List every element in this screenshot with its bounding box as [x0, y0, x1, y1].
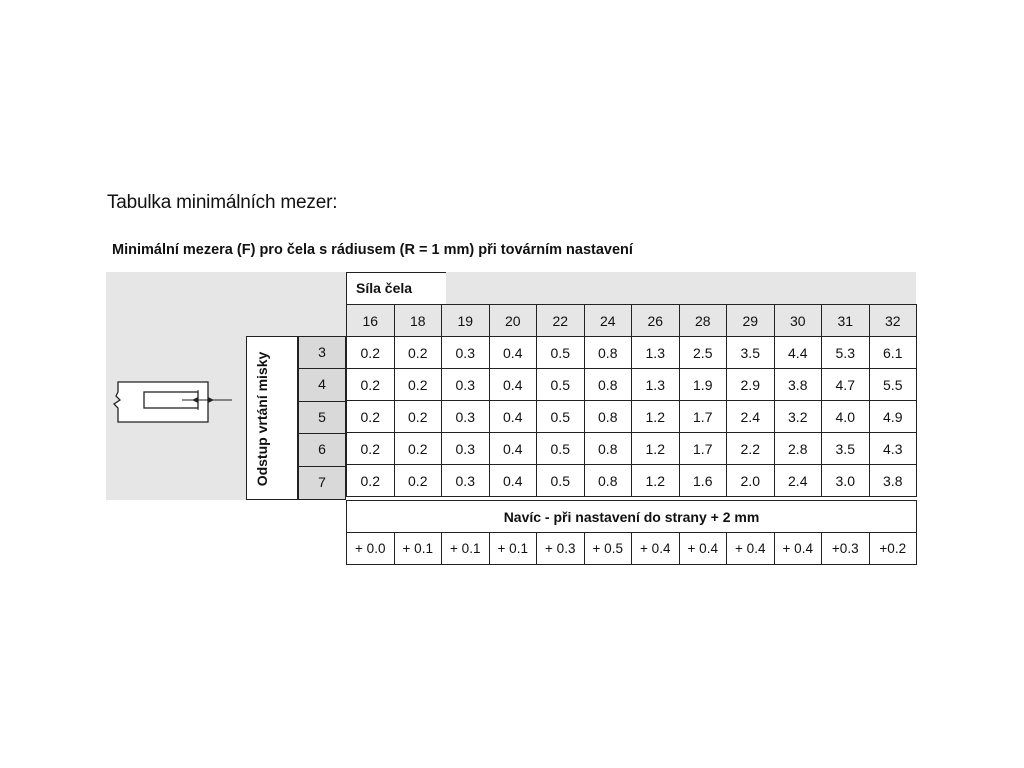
extra-cell: + 0.5: [584, 533, 632, 565]
extra-cell: + 0.1: [442, 533, 490, 565]
table-cell: 2.4: [774, 465, 822, 497]
row-header: 6: [298, 434, 346, 467]
table-cell: 0.3: [442, 465, 490, 497]
column-group-label: Síla čela: [346, 272, 446, 304]
table-cell: 0.4: [489, 433, 537, 465]
table-cell: 1.2: [632, 401, 680, 433]
table-cell: 4.0: [822, 401, 870, 433]
column-header: 32: [869, 305, 917, 337]
table-cell: 4.9: [869, 401, 917, 433]
table-row: [347, 465, 917, 497]
table-cell: 0.5: [537, 465, 585, 497]
table-cell: 0.4: [489, 401, 537, 433]
table-cell: 0.8: [584, 465, 632, 497]
table-cell: 3.2: [774, 401, 822, 433]
table-cell: 0.2: [394, 369, 442, 401]
table-cell: 0.2: [394, 337, 442, 369]
table-cell: 0.2: [394, 401, 442, 433]
extra-cell: + 0.4: [632, 533, 680, 565]
table-cell: 0.5: [537, 337, 585, 369]
table-cell: 0.5: [537, 369, 585, 401]
table-cell: 0.3: [442, 401, 490, 433]
table-cell: 4.3: [869, 433, 917, 465]
row-header: 4: [298, 369, 346, 402]
row-header-column: [298, 336, 346, 500]
column-header: 31: [822, 305, 870, 337]
table-cell: 5.5: [869, 369, 917, 401]
table-cell: 1.2: [632, 433, 680, 465]
column-header: 26: [632, 305, 680, 337]
row-header: 3: [298, 336, 346, 369]
table-cell: 1.9: [679, 369, 727, 401]
column-header: 24: [584, 305, 632, 337]
row-header: 5: [298, 402, 346, 435]
extra-cell: + 0.4: [774, 533, 822, 565]
gap-table: [346, 304, 917, 497]
extra-cell: + 0.3: [537, 533, 585, 565]
table-cell: 5.3: [822, 337, 870, 369]
hinge-cup-diagram-icon: [110, 378, 240, 433]
row-group-label-box: [246, 336, 298, 500]
table-cell: 0.5: [537, 433, 585, 465]
page-title: Tabulka minimálních mezer:: [107, 192, 338, 213]
column-header: 22: [537, 305, 585, 337]
table-cell: 4.4: [774, 337, 822, 369]
extra-cell: + 0.1: [394, 533, 442, 565]
table-cell: 0.3: [442, 369, 490, 401]
column-header: 16: [347, 305, 395, 337]
column-header-row: [347, 305, 917, 337]
table-cell: 0.2: [394, 433, 442, 465]
table-cell: 3.5: [822, 433, 870, 465]
table-row: [347, 433, 917, 465]
table-cell: 0.8: [584, 433, 632, 465]
extra-cell: +0.2: [869, 533, 917, 565]
table-cell: 0.8: [584, 337, 632, 369]
table-cell: 0.8: [584, 369, 632, 401]
extra-cell: +0.3: [822, 533, 870, 565]
column-header: 19: [442, 305, 490, 337]
table-cell: 3.8: [774, 369, 822, 401]
table-cell: 0.8: [584, 401, 632, 433]
column-header: 30: [774, 305, 822, 337]
table-cell: 3.8: [869, 465, 917, 497]
column-header: 28: [679, 305, 727, 337]
table-cell: 2.5: [679, 337, 727, 369]
extra-cell: + 0.0: [347, 533, 395, 565]
table-row: [347, 369, 917, 401]
table-cell: 1.7: [679, 433, 727, 465]
extra-table: [346, 500, 917, 565]
table-cell: 2.9: [727, 369, 775, 401]
table-cell: 0.2: [347, 465, 395, 497]
table-cell: 1.7: [679, 401, 727, 433]
extra-cell: + 0.4: [679, 533, 727, 565]
table-cell: 0.4: [489, 369, 537, 401]
table-subtitle: Minimální mezera (F) pro čela s rádiusem (R = 1 mm) při továrním nastavení: [112, 242, 633, 258]
table-cell: 3.5: [727, 337, 775, 369]
column-header: 18: [394, 305, 442, 337]
table-cell: 3.0: [822, 465, 870, 497]
table-cell: 2.2: [727, 433, 775, 465]
extra-values-row: [347, 533, 917, 565]
row-header: 7: [298, 467, 346, 500]
table-cell: 6.1: [869, 337, 917, 369]
table-cell: 2.8: [774, 433, 822, 465]
table-row: [347, 337, 917, 369]
table-cell: 0.2: [347, 433, 395, 465]
table-cell: 4.7: [822, 369, 870, 401]
table-cell: 0.2: [347, 337, 395, 369]
table-cell: 0.5: [537, 401, 585, 433]
table-cell: 1.2: [632, 465, 680, 497]
table-cell: 0.3: [442, 337, 490, 369]
extra-cell: + 0.1: [489, 533, 537, 565]
extra-cell: + 0.4: [727, 533, 775, 565]
table-cell: 0.2: [394, 465, 442, 497]
table-cell: 2.4: [727, 401, 775, 433]
table-cell: 0.4: [489, 337, 537, 369]
table-row: [347, 401, 917, 433]
row-group-label: Odstup vrtání misky: [254, 351, 270, 487]
extra-note-row: [347, 501, 917, 533]
table-cell: 0.2: [347, 369, 395, 401]
table-cell: 1.3: [632, 369, 680, 401]
table-cell: 1.6: [679, 465, 727, 497]
table-cell: 1.3: [632, 337, 680, 369]
table-cell: 0.2: [347, 401, 395, 433]
column-header: 20: [489, 305, 537, 337]
table-cell: 0.4: [489, 465, 537, 497]
table-cell: 2.0: [727, 465, 775, 497]
extra-note: Navíc - při nastavení do strany + 2 mm: [347, 501, 917, 533]
column-header: 29: [727, 305, 775, 337]
table-cell: 0.3: [442, 433, 490, 465]
